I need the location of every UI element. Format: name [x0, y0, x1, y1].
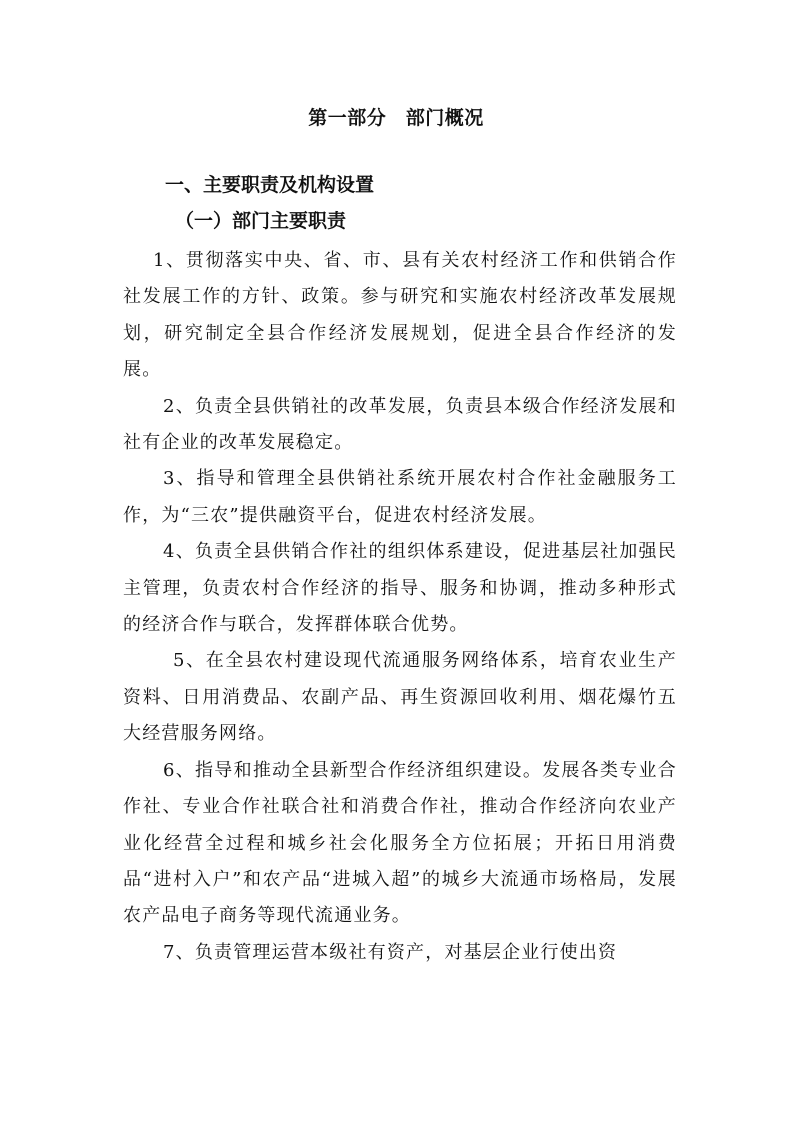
document-body — [123, 243, 677, 971]
paragraph-7: 7、负责管理运营本级社有资产，对基层企业行使出资 — [163, 941, 618, 963]
paragraph-5: 5、在全县农村建设现代流通服务网络体系，培育农业生产资料、日用消费品、农副产品、再生资源回收利用、烟花爆竹五大经营服务网络。 — [123, 650, 677, 745]
paragraph-4: 4、负责全县供销合作社的组织体系建设，促进基层社加强民主管理，负责农村合作经济的指导、服务和协调，推动多种形式的经济合作与联合，发挥群体联合优势。 — [123, 541, 677, 636]
paragraph-2: 2、负责全县供销社的改革发展，负责县本级合作经济发展和社有企业的改革发展稳定。 — [123, 395, 677, 454]
page-title: 第一部分 部门概况 — [308, 107, 484, 129]
paragraph-1: 1、贯彻落实中央、省、市、县有关农村经济工作和供销合作社发展工作的方针、政策。参与研究和实施农村经济改革发展规划，研究制定全县合作经济发展规划，促进全县合作经济的发展。 — [123, 250, 677, 381]
subsection-heading: （一）部门主要职责 — [175, 210, 347, 232]
section-heading: 一、主要职责及机构设置 — [165, 174, 375, 196]
paragraph-3: 3、指导和管理全县供销社系统开展农村合作社金融服务工作，为“三农”提供融资平台，促进农村经济发展。 — [123, 468, 677, 526]
paragraph-6: 6、指导和推动全县新型合作经济组织建设。发展各类专业合作社、专业合作社联合社和消费合作社，推动合作经济向农业产业化经营全过程和城乡社会化服务全方位拓展；开拓日用消费品“进村入户”和农产品“进城入超”的城乡大流通市场格局，发展农产品电子商务等现代流通业务。 — [123, 759, 677, 927]
